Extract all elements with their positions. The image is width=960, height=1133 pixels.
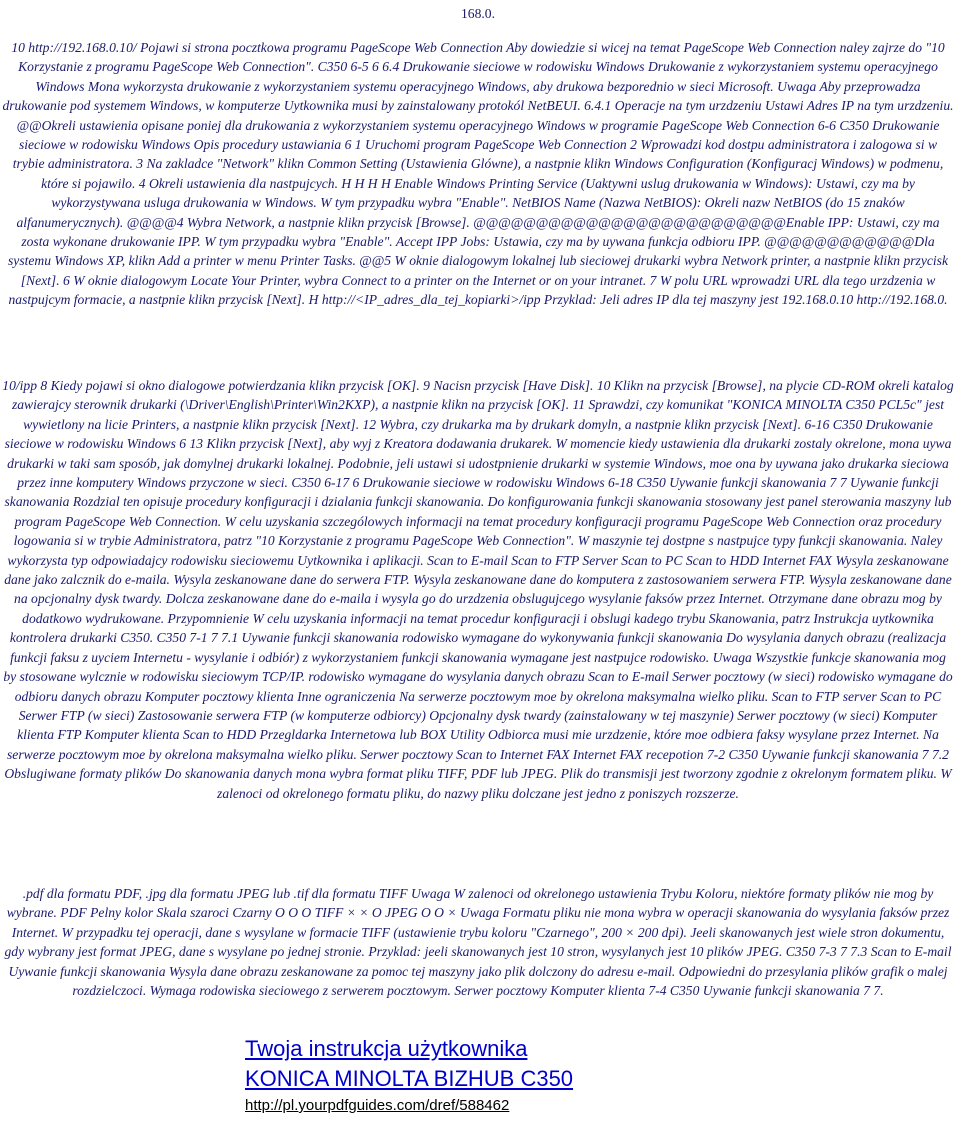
paragraph-scanning-functions: 10/ipp 8 Kiedy pojawi si okno dialogowe potwierdzania klikn przycisk [OK]. 9 Nacisn przycisk [Have Disk]. 10 Klikn na przycisk [Browse], na plycie CD-ROM okreli katalog zawierajcy sterownik drukarki (\Driver\English\Printer\Win2KXP), a nastpnie klikn na przycisk [OK]. 11 Sprawdzi, czy komunikat "KONICA MINOLTA C350 PCL5c" jest wywietlony na licie Printers, a nastpnie klikn przycisk [Next]. 12 Wybra, czy drukarka ma by drukark domyln, a nastpnie klikn przycisk [Next]. 6-16 C350 Drukowanie sieciowe w rodowisku Windows 6 13 Klikn przycisk [Next], aby wyj z Kreatora dodawania drukarek. W momencie kiedy ustawienia dla drukarki zostaly okrelone, mona uywa drukarki w taki sam sposób, jak domylnej drukarki lokalnej. Podobnie, jeli ustawi si udostpnienie drukarki w systemie Windows, moe ona by uywana jako drukarka sieciowa przez inne komputery Windows przyczone w sieci. C350 6-17 6 Drukowanie sieciowe w rodowisku Windows 6-18 C350 Uywanie funkcji skanowania 7 7 Uywanie funkcji skanowania Rozdzial ten opisuje procedury konfiguracji i dzialania funkcji skanowania. Do konfigurowania funkcji skanowania stosowany jest panel sterowania maszyny lub program PageScope Web Connection. W celu uzyskania szczególowych informacji na temat procedury konfiguracji programu PageScope Web Connection oraz procedury logowania si w trybie Administratora, patrz "10 Korzystanie z programu PageScope Web Connection". W maszynie tej dostpne s nastpujce typy funkcji skanowania. Naley wykorzysta typ odpowiadajcy rodowisku sieciowemu Uytkownika i aplikacji. Scan to E-mail Scan to FTP Server Scan to PC Scan to HDD Internet FAX Wysyla zeskanowane dane jako zalcznik do e-maila. Wysyla zeskanowane dane do serwera FTP. Wysyla zeskanowane dane do komputera z zastosowaniem serwera FTP. Wysyla zeskanowane dane na opcjonalny dysk twardy. Dolcza zeskanowane dane do e-maila i wysyla go do urzdzenia obslugujcego wysylanie faksów przez Internet. Otrzymane dane obrazu mog by dodatkowo wydrukowane. Przypomnienie W celu uzyskania informacji na temat procedur konfiguracji i obslugi kadego trybu Skanowania, patrz Instrukcja uytkownika kontrolera drukarki C350. C350 7-1 7 7.1 Uywanie funkcji skanowania rodowisko wymagane do wykonywania funkcji skanowania Do wysylania danych obrazu (realizacja funkcji faksu z uyciem Internetu - wysylanie i odbiór) z wykorzystaniem funkcji skanowania wymagane jest nastpujce rodowisko. Uwaga Wszystkie funkcje skanowania mog by stosowane wylcznie w rodowisku sieciowym TCP/IP. rodowisko wymagane do wysylania danych obrazu Scan to E-mail Serwer pocztowy (w sieci) rodowisko wymagane do odbioru danych obrazu Komputer pocztowy klienta Inne ograniczenia Na serwerze pocztowym moe by okrelona maksymalna wielko pliku. Scan to FTP server Scan to PC Serwer FTP (w sieci) Zastosowanie serwera FTP (w komputerze odbiorcy) Opcjonalny dysk twardy (zainstalowany w tej maszynie) Serwer pocztowy (w sieci) Komputer klienta FTP Komputer klienta Scan to HDD Przegldarka Internetowa lub BOX Utility Odbiorca musi mie urzdzenie, które moe odbiera faksy wysylane przez Internet. Na serwerze pocztowym moe by okrelona maksymalna wielko pliku. Serwer pocztowy Scan to Internet FAX Internet FAX recepotion 7-2 C350 Uywanie funkcji skanowania 7 7.2 Obslugiwane formaty plików Do skanowania danych mona wybra format pliku TIFF, PDF lub JPEG. Plik do transmisji jest tworzony zgodnie z okrelonym formatem pliku. W zalenoci od okrelonego formatu pliku, do nazwy pliku dolczane jest jedno z poniszych rozszerze. (2, 378, 954, 801)
product-name-link[interactable]: KONICA MINOLTA BIZHUB C350 (245, 1066, 574, 1091)
paragraph-network-printing: 10 http://192.168.0.10/ Pojawi si strona pocztkowa programu PageScope Web Connection Aby dowiedzie si wicej na temat PageScope Web Connection naley zajrze do "10 Korzystanie z programu PageScope Web Connection". C350 6-5 6 6.4 Drukowanie sieciowe w rodowisku Windows Drukowanie z wykorzystaniem systemu operacyjnego Windows Mona wykorzysta drukowanie z wykorzystaniem systemu operacyjnego Windows, aby drukowa bezporednio w sieci Microsoft. Uwaga Aby przeprowadza drukowanie pod systemem Windows, w komputerze Uytkownika musi by zainstalowany protokól NetBEUI. 6.4.1 Operacje na tym urzdzeniu Ustawi Adres IP na tym urzdzeniu. @@Okreli ustawienia opisane poniej dla drukowania z wykorzystaniem systemu operacyjnego Windows w programie PageScope Web Connection 6-6 C350 Drukowanie sieciowe w rodowisku Windows Opis procedury ustawiania 6 1 Uruchomi program PageScope Web Connection 2 Wprowadzi kod dostpu administratora i zalogowa si w trybie administratora. 3 Na zakladce "Network" klikn Common Setting (Ustawienia Glówne), a nastpnie klikn Windows Configuration (Konfiguracj Windows) w podmenu, które si pojawilo. 4 Okreli ustawienia dla nastpujcych. H H H H Enable Windows Printing Service (Uaktywni uslug drukowania w Windows): Ustawi, czy ma by wykorzystywana usluga drukowania w Windows. W tym przypadku wybra "Enable". NetBIOS Name (Nazwa NetBIOS): Okreli nazw NetBIOS (do 15 znaków alfanumerycznych). @@@@4 Wybra Network, a nastpnie klikn przycisk [Browse]. @@@@@@@@@@@@@@@@@@@@@@@@@Enable IPP: Ustawi, czy ma zosta wykonane drukowanie IPP. W tym przypadku wybra "Enable". Accept IPP Jobs: Ustawia, czy ma by uywana funkcja odbioru IPP. @@@@@@@@@@@@Dla systemu Windows XP, klikn Add a printer w menu Printer Tasks. @@5 W oknie dialogowym lokalnej lub sieciowej drukarki wybra Network printer, a nastpnie klikn przycisk [Next]. 6 W oknie dialogowym Locate Your Printer, wybra Connect to a printer on the Internet or on your intranet. 7 W polu URL wprowadzi URL dla tego urzdzenia w nastpujcym formacie, a nastpnie klikn przycisk [Next]. H http://<IP_adres_dla_tej_kopiarki>/ipp Przyklad: Jeli adres IP dla tej maszyny jest 192.168.0.10 http://192.168.0. (2, 40, 954, 308)
paragraph-file-formats: .pdf dla formatu PDF, .jpg dla formatu JPEG lub .tif dla formatu TIFF Uwaga W zalenoci od okrelonego ustawienia Trybu Koloru, niektóre formaty plików nie mog by wybrane. PDF Pelny kolor Skala szaroci Czarny O O O TIFF × × O JPEG O O × Uwaga Formatu pliku nie mona wybra w operacji skanowania do wysylania faksów przez Internet. W przypadku tej operacji, dane s wysylane w formacie TIFF (ustawienie trybu koloru "Czarnego", 200 × 200 dpi). Jeeli skanowanych jest wiele stron dokumentu, gdy wybrany jest format JPEG, dane s wysylane po jednej stronie. Przyklad: jeeli skanowanych jest 10 stron, wysylanych jest 10 plików JPEG. C350 7-3 7 7.3 Scan to E-mail Uywanie funkcji skanowania Wysyla dane obrazu zeskanowane za pomoc tej maszyny jako plik dolczony do adresu e-mail. Odpowiedni do przesylania plików grafik o malej rozdzielczoci. Wymaga rodowiska sieciowego z serwerem pocztowym. Serwer pocztowy Komputer klienta 7-4 C350 Uywanie funkcji skanowania 7 7. (4, 886, 952, 999)
manual-url-link[interactable]: http://pl.yourpdfguides.com/dref/588462 (245, 1097, 510, 1114)
header-fragment: 168.0. (461, 6, 495, 21)
footer-links (245, 1034, 715, 1118)
manual-title-link[interactable]: Twoja instrukcja użytkownika (245, 1036, 528, 1061)
